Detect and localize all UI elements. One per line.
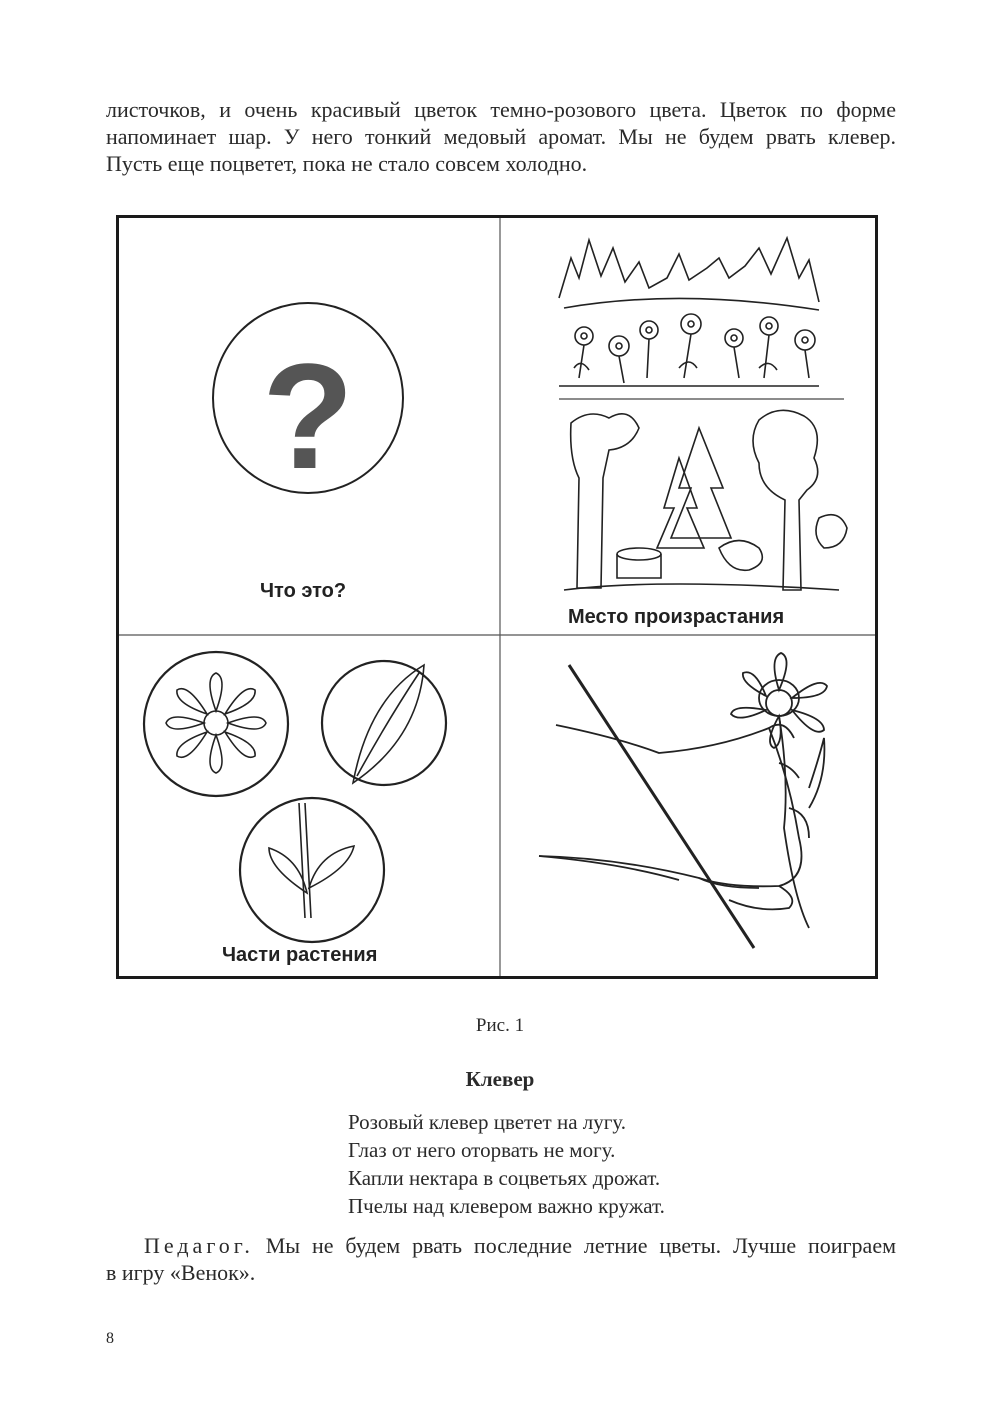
poem-line: Глаз от него оторвать не могу. [348, 1138, 616, 1162]
poem-line: Капли нектара в соцветьях дрожат. [348, 1166, 661, 1190]
poem-line: Пчелы над клевером важно кружат. [348, 1194, 665, 1218]
intro-line: листочков, и очень красивый цветок темно-розового цвета. Цветок по форме [106, 97, 896, 122]
label-plant-parts: Части растения [222, 944, 378, 966]
page-number: 8 [106, 1330, 114, 1347]
figure-grid [116, 215, 878, 979]
stem-circle-icon [240, 798, 384, 942]
intro-line: напоминает шар. У него тонкий медовый аромат. Мы не будем рвать клевер. [106, 124, 896, 149]
leaf-circle-icon [322, 661, 446, 785]
closing-line: в игру «Венок». [106, 1260, 256, 1285]
intro-paragraph [106, 96, 896, 177]
poem [348, 1108, 665, 1220]
intro-line: Пусть еще поцветет, пока не стало совсем холодно. [106, 151, 588, 176]
poem-line: Розовый клевер цветет на лугу. [348, 1110, 627, 1134]
meadow-illustration [559, 238, 819, 386]
label-habitat: Место произрастания [568, 606, 785, 628]
flower-head-circle-icon [144, 652, 288, 796]
closing-line [106, 1232, 896, 1259]
hand-picking-flower-illustration [539, 653, 827, 948]
question-mark: ? [262, 332, 354, 500]
figure-illustrations [119, 218, 875, 976]
speaker-label: Педагог. [144, 1233, 254, 1258]
closing-paragraph [106, 1232, 896, 1286]
question-circle-icon [213, 303, 403, 500]
forest-illustration [564, 410, 847, 590]
poem-title: Клевер [465, 1067, 535, 1091]
closing-text: Мы не будем рвать последние летние цветы. Лучше поиграем [265, 1233, 897, 1258]
label-what-is-it: Что это? [260, 580, 347, 602]
figure-caption: Рис. 1 [475, 1015, 525, 1036]
